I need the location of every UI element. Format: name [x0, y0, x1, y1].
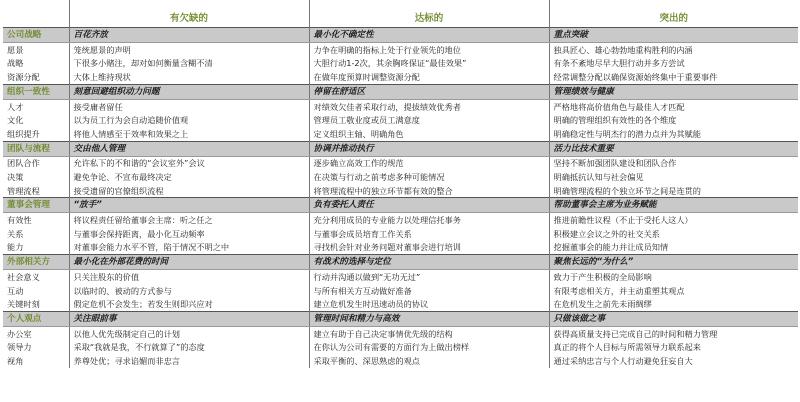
cell-outstanding: 独具匠心、雄心勃勃地重构胜利的内涵 [553, 44, 693, 55]
cell-deficient: 对董事会能力水平不管，陷于情况不明之中 [69, 241, 309, 255]
row-label: 关系 [7, 228, 24, 239]
table-row [3, 284, 798, 298]
cell-meets: 大胆行动1-2次，其余胸咚保证“最佳效果” [309, 57, 549, 71]
section-heading-deficient: 关注眼前事 [69, 311, 309, 326]
table-row [3, 184, 798, 198]
cell-outstanding: 通过采纳忠言与个人行动避免狂妄自大 [553, 355, 693, 366]
row-label: 人才 [7, 101, 24, 112]
cell-deficient: 假定危机不会发生；若发生则即兴应对 [69, 297, 309, 311]
table-row [3, 297, 798, 311]
section-header-row [3, 255, 798, 270]
row-label: 资源分配 [7, 71, 40, 82]
capability-matrix-table [3, 0, 798, 368]
table-row [3, 227, 798, 241]
row-label: 组织提升 [7, 128, 40, 139]
section-heading-deficient: “放手” [69, 198, 309, 213]
cell-outstanding: 在危机发生之前先未雨绸缪 [553, 299, 652, 310]
cell-meets: 采取平衡的、深思熟虑的观点 [309, 354, 549, 368]
section-heading-deficient: 交由他人管理 [69, 141, 309, 156]
section-header-row [3, 311, 798, 326]
section-heading-meets: 停留在舒适区 [309, 84, 549, 99]
section-category: 团队与流程 [3, 141, 69, 156]
cell-meets: 建立有助于自己决定事情优先级的结构 [309, 326, 549, 340]
cell-deficient: 接受遗留的官僚组织流程 [69, 184, 309, 198]
matrix-body [3, 28, 798, 368]
section-heading-deficient: 百花齐放 [69, 28, 309, 43]
cell-meets: 建立危机发生时迅速动员的协议 [309, 297, 549, 311]
cell-deficient: 大体上维持现状 [69, 70, 309, 84]
cell-meets: 与所有相关方互动做好准备 [309, 284, 549, 298]
cell-deficient: 以他人优先级制定自己的计划 [69, 326, 309, 340]
cell-outstanding: 获得高质量支持已完成自己的时间和精力管理 [553, 328, 718, 339]
section-heading-outstanding: 活力比技术重要 [549, 141, 798, 156]
cell-outstanding: 明确抵抗认知与社会偏见 [553, 171, 644, 182]
row-label: 互动 [7, 285, 24, 296]
cell-outstanding: 明确的管理组织有效性的各个维度 [553, 115, 677, 126]
cell-deficient: 允许私下的不和谐的“会议室外”会议 [69, 156, 309, 170]
cell-deficient: 养尊处优；寻求谄媚而非忠言 [69, 354, 309, 368]
section-heading-meets: 负有委托人责任 [309, 198, 549, 213]
row-label: 能力 [7, 242, 24, 253]
table-row [3, 99, 798, 113]
section-heading-outstanding: 重点突破 [549, 28, 798, 43]
cell-deficient: 接受庸者留任 [69, 99, 309, 113]
section-header-row [3, 141, 798, 156]
table-row [3, 43, 798, 57]
cell-meets: 将管理流程中的独立环节都有效的整合 [309, 184, 549, 198]
column-header-deficient: 有欠缺的 [69, 0, 309, 28]
section-category: 个人观点 [3, 311, 69, 326]
table-row [3, 326, 798, 340]
cell-meets: 对绩效欠佳者采取行动，提拔绩效优秀者 [309, 99, 549, 113]
cell-deficient: 将他人情感至于效率和效果之上 [69, 127, 309, 141]
cell-meets: 寻找机会针对业务问题对董事会进行培训 [309, 241, 549, 255]
row-label: 视角 [7, 355, 24, 366]
column-header-outstanding: 突出的 [659, 13, 688, 24]
cell-deficient: 以为员工行为会自动追随价值观 [69, 113, 309, 127]
cell-outstanding: 积极建立会议之外的社交关系 [553, 228, 660, 239]
table-row [3, 241, 798, 255]
cell-meets: 在决策与行动之前考虑多种可能情况 [309, 170, 549, 184]
cell-meets: 逐步确立高效工作的规范 [309, 156, 549, 170]
cell-outstanding: 明确稳定性与明杰行的潜力点并为其赋能 [553, 128, 701, 139]
cell-outstanding: 经常调整分配以确保资源始终集中于重要事件 [553, 71, 718, 82]
cell-meets: 行动并沟通以做到“无功无过” [309, 270, 549, 284]
cell-outstanding: 有限考虑相关方，并主动重塑其观点 [553, 285, 685, 296]
cell-meets: 充分利用成员的专业能力以处理信托事务 [309, 213, 549, 227]
table-row [3, 113, 798, 127]
cell-meets: 定义组织主轴、明确角色 [309, 127, 549, 141]
table-row [3, 354, 798, 368]
cell-outstanding: 坚持不断加强团队建设和团队合作 [553, 158, 677, 169]
column-header-corner [3, 0, 69, 28]
cell-meets: 在你认为公司有需要的方面行为上做出榜样 [309, 341, 549, 355]
cell-meets: 力争在明确的指标上处于行业领先的地位 [309, 43, 549, 57]
section-heading-outstanding: 帮助董事会主席为业务赋能 [549, 198, 798, 213]
table-row [3, 341, 798, 355]
row-label: 愿景 [7, 44, 24, 55]
section-heading-meets: 管理时间和精力与高效 [309, 311, 549, 326]
table-row [3, 170, 798, 184]
table-row [3, 127, 798, 141]
cell-deficient: 与董事会保持距离，最小化互动频率 [69, 227, 309, 241]
row-label: 办公室 [7, 328, 32, 339]
cell-deficient: 将议程责任留给董事会主席：听之任之 [69, 213, 309, 227]
cell-outstanding: 严格地将高价值角色与最佳人才匹配 [553, 101, 685, 112]
cell-outstanding: 有条不紊地尽早大胆行动并多方尝试 [553, 58, 685, 69]
row-label: 战略 [7, 58, 24, 69]
section-heading-meets: 协调并推动执行 [309, 141, 549, 156]
row-label: 有效性 [7, 215, 32, 226]
section-heading-deficient: 最小化在外部花费的时间 [69, 255, 309, 270]
table-row [3, 156, 798, 170]
cell-deficient: 下很多小赌注，却对如何衡量含糊不清 [69, 57, 309, 71]
row-label: 决策 [7, 171, 24, 182]
section-header-row [3, 28, 798, 43]
section-heading-meets: 最小化不确定性 [309, 28, 549, 43]
section-category: 公司战略 [3, 28, 69, 43]
section-heading-outstanding: 管理绩效与健康 [549, 84, 798, 99]
cell-deficient: 笼统愿景的声明 [69, 43, 309, 57]
section-header-row [3, 84, 798, 99]
cell-outstanding: 真正的将个人目标与所需领导力联系起来 [553, 342, 701, 353]
cell-deficient: 以临时的、被动的方式参与 [69, 284, 309, 298]
cell-outstanding: 推进前瞻性议程（不止于受托人这人） [553, 215, 693, 226]
cell-deficient: 采取“我就是我，不行就算了”的态度 [69, 341, 309, 355]
table-row [3, 270, 798, 284]
section-category: 外部相关方 [3, 255, 69, 270]
section-category: 组织一致性 [3, 84, 69, 99]
cell-meets: 在做年度预算时调整资源分配 [309, 70, 549, 84]
cell-outstanding: 挖掘董事会的能力并让成员知情 [553, 242, 669, 253]
cell-deficient: 只关注股东的价值 [69, 270, 309, 284]
cell-outstanding: 明确管理流程的个独立环节之间是连贯的 [553, 185, 701, 196]
row-label: 文化 [7, 115, 24, 126]
row-label: 领导力 [7, 342, 32, 353]
section-category: 董事会管理 [3, 198, 69, 213]
cell-meets: 与董事会成员培育工作关系 [309, 227, 549, 241]
table-row [3, 57, 798, 71]
table-row [3, 213, 798, 227]
section-heading-meets: 有战术的选择与定位 [309, 255, 549, 270]
column-header-meets: 达标的 [309, 0, 549, 28]
section-header-row [3, 198, 798, 213]
column-header-row [3, 0, 798, 28]
row-label: 团队合作 [7, 158, 40, 169]
section-heading-outstanding: 聚焦长远的“为什么” [549, 255, 798, 270]
row-label: 管理流程 [7, 185, 40, 196]
cell-meets: 管理员工敬业度或员工满意度 [309, 113, 549, 127]
section-heading-outstanding: 只做该做之事 [549, 311, 798, 326]
table-row [3, 70, 798, 84]
cell-outstanding: 致力于产生积极的全局影响 [553, 271, 652, 282]
section-heading-deficient: 刻意回避组织动力问题 [69, 84, 309, 99]
row-label: 社会意义 [7, 271, 40, 282]
cell-deficient: 避免争论、不宣布最终决定 [69, 170, 309, 184]
row-label: 关键时刻 [7, 299, 40, 310]
